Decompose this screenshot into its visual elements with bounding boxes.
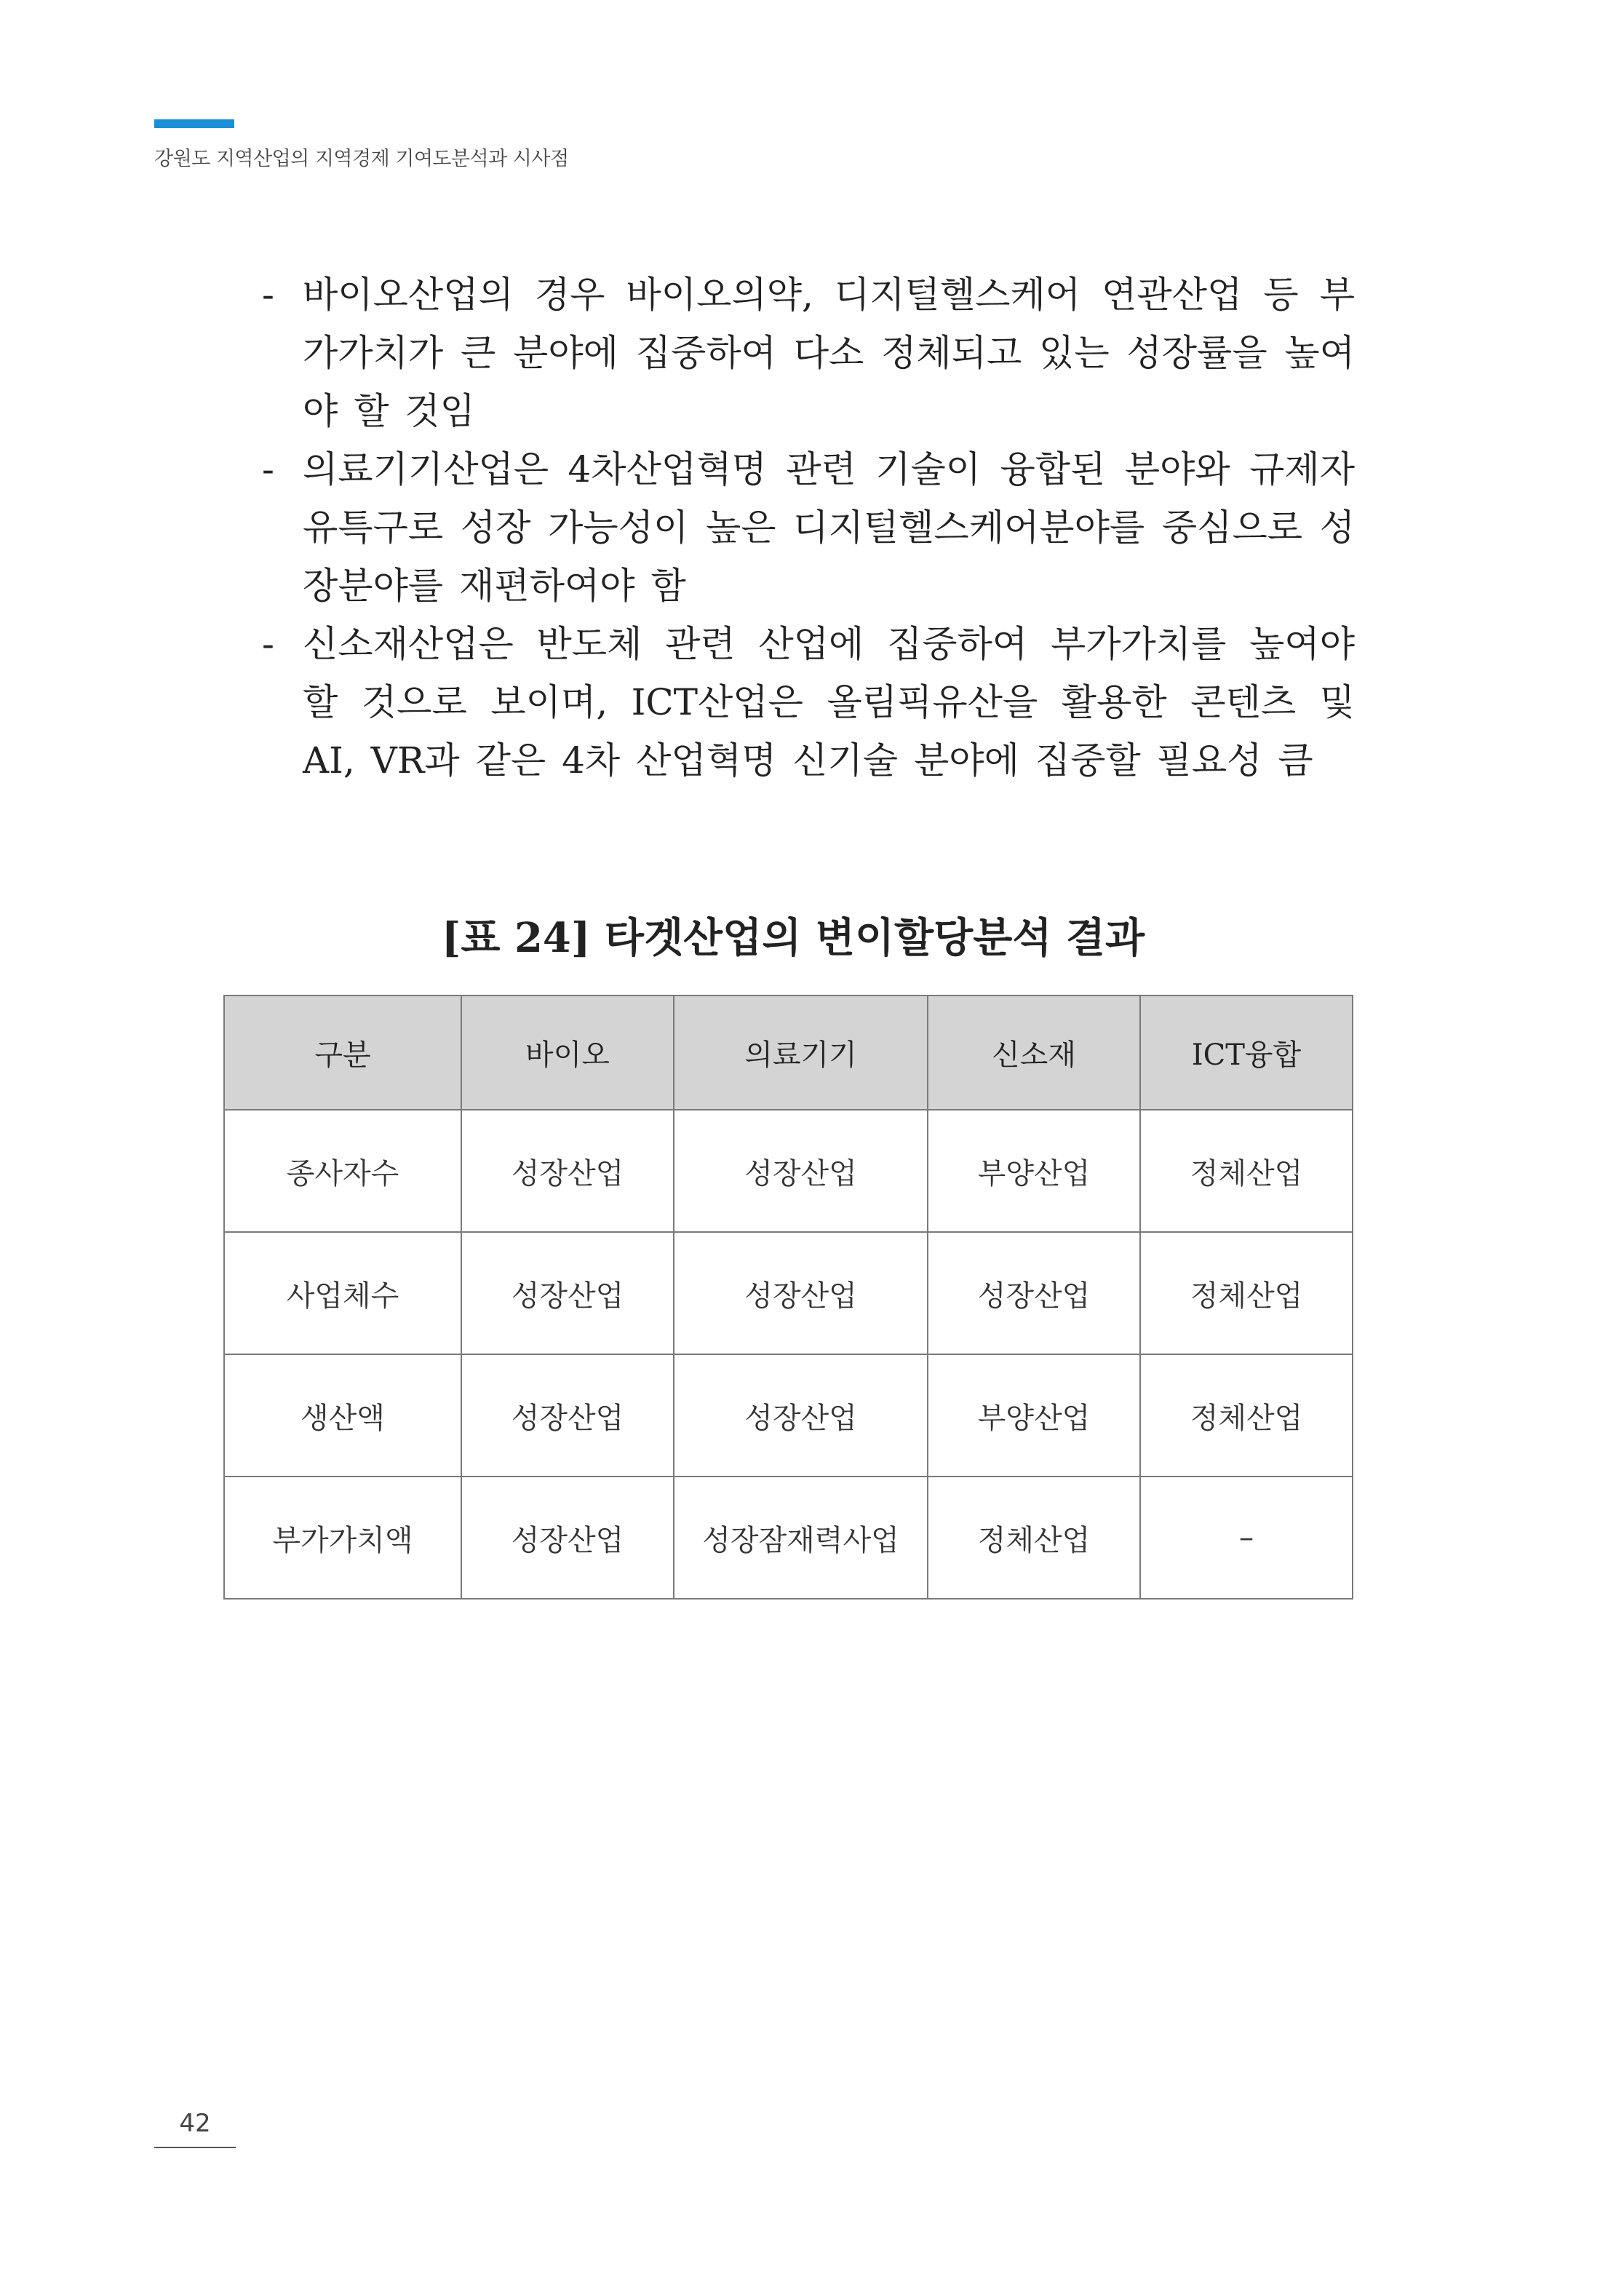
bullet-marker: - (262, 623, 274, 665)
table-caption (0, 906, 1528, 964)
row-label: 생산액 (224, 1354, 461, 1477)
table-cell: 정체산업 (1140, 1110, 1353, 1232)
table-cell: 성장산업 (674, 1110, 928, 1232)
row-label: 종사자수 (224, 1110, 461, 1232)
header-category: 구분 (224, 996, 461, 1110)
header-accent-bar (154, 119, 234, 128)
table-cell: 성장산업 (461, 1232, 674, 1354)
shift-share-table (223, 995, 1353, 1600)
table-cell: 부양산업 (928, 1354, 1140, 1477)
table-cell: 정체산업 (1140, 1232, 1353, 1354)
bullet-marker: - (262, 448, 274, 490)
bullet-marker: - (262, 274, 274, 316)
header-medical-device: 의료기기 (674, 996, 928, 1110)
bullet-list (262, 266, 1355, 790)
page-number: 42 (179, 2109, 211, 2138)
table-cell: 성장산업 (461, 1110, 674, 1232)
bullet-text: 의료기기산업은 4차산업혁명 관련 기술이 융합된 분야와 규제자유특구로 성장 가능성이 높은 디지털헬스케어분야를 중심으로 성장분야를 재편하여야 함 (303, 448, 1355, 607)
table-header-row (224, 996, 1353, 1110)
table-cell: 성장산업 (674, 1232, 928, 1354)
running-title: 강원도 지역산업의 지역경제 기여도분석과 시사점 (154, 148, 569, 170)
footer-rule (154, 2147, 236, 2148)
table-cell: 성장산업 (928, 1232, 1140, 1354)
table-cell: 정체산업 (1140, 1354, 1353, 1477)
table-row (224, 1477, 1353, 1599)
table-title: [표 24] 타겟산업의 변이할당분석 결과 (441, 914, 1145, 962)
table-cell: 성장산업 (461, 1354, 674, 1477)
table-cell: 성장산업 (461, 1477, 674, 1599)
table-cell: 정체산업 (928, 1477, 1140, 1599)
table-cell: 부양산업 (928, 1110, 1140, 1232)
table-cell: 성장잠재력사업 (674, 1477, 928, 1599)
header-ict: ICT융합 (1140, 996, 1353, 1110)
header-bio: 바이오 (461, 996, 674, 1110)
bullet-text: 바이오산업의 경우 바이오의약, 디지털헬스케어 연관산업 등 부가가치가 큰 분야에 집중하여 다소 정체되고 있는 성장률을 높여야 할 것임 (303, 274, 1355, 432)
row-label: 부가가치액 (224, 1477, 461, 1599)
header-new-material: 신소재 (928, 996, 1140, 1110)
bullet-item-medical (262, 440, 1355, 615)
bullet-text: 신소재산업은 반도체 관련 산업에 집중하여 부가가치를 높여야 할 것으로 보이며, ICT산업은 올림픽유산을 활용한 콘텐츠 및 AI, VR과 같은 4차 산업혁명 신기술 분야에 집중할 필요성 큼 (303, 623, 1355, 782)
table-cell: – (1140, 1477, 1353, 1599)
table-cell: 성장산업 (674, 1354, 928, 1477)
table-row (224, 1354, 1353, 1477)
row-label: 사업체수 (224, 1232, 461, 1354)
table-row (224, 1110, 1353, 1232)
bullet-item-materials (262, 615, 1355, 790)
bullet-item-bio (262, 266, 1355, 440)
table-row (224, 1232, 1353, 1354)
